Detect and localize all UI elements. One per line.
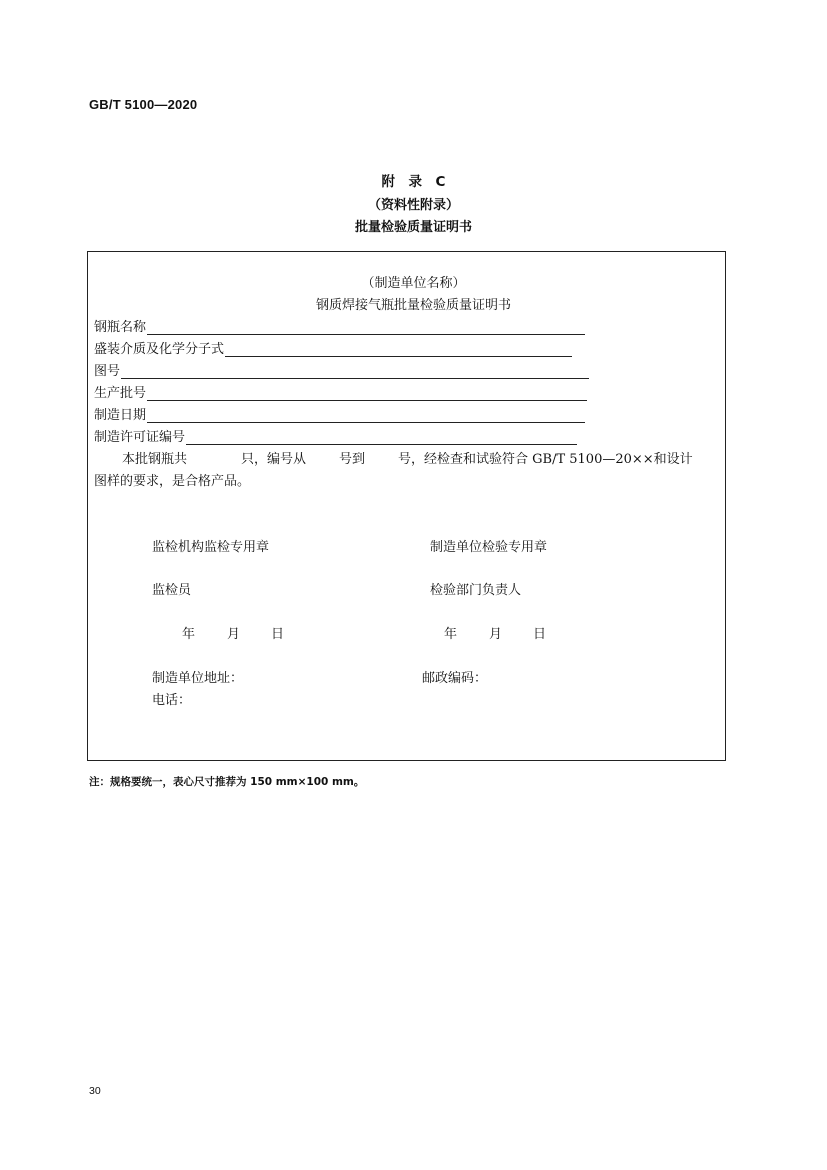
manufacturer-name-placeholder: （制造单位名称） [361,276,466,291]
appendix-name: 批量检验质量证明书 [354,220,472,235]
fill-line [147,321,585,335]
manufacturer-inspection-seal-label: 制造单位检验专用章 [430,540,548,555]
field-manufacture-date [94,404,585,423]
right-date-month: 月 [489,627,503,642]
field-batch-number [94,382,587,401]
left-date-day: 日 [271,627,285,642]
statement-part-3: 号到 [339,452,366,467]
left-date-month: 月 [227,627,241,642]
field-label: 制造许可证编号 [94,430,186,445]
fill-line [121,365,589,379]
right-date-day: 日 [533,627,547,642]
right-date-year: 年 [444,627,458,642]
fill-line [225,343,572,357]
fill-line [186,431,577,445]
field-cylinder-name [94,316,585,335]
standard-number: GB/T 5100—2020 [89,97,198,112]
fill-line [147,409,585,423]
page-number: 30 [89,1085,101,1097]
field-drawing-number [94,360,589,379]
field-license-number [94,426,577,445]
address-label: 制造单位地址： [152,671,244,686]
inspection-head-label: 检验部门负责人 [430,583,522,598]
statement-part-1: 本批钢瓶共 [122,452,188,467]
inspection-agency-seal-label: 监检机构监检专用章 [152,540,270,555]
field-label: 制造日期 [94,408,147,423]
left-date-year: 年 [182,627,196,642]
field-medium-formula [94,338,572,357]
field-label: 钢瓶名称 [94,320,147,335]
statement-part-4: 号，经检查和试验符合 GB/T 5100—20××和设计 [398,452,693,467]
field-label: 盛装介质及化学分子式 [94,342,225,357]
inspector-label: 监检员 [152,583,192,598]
fill-line [147,387,587,401]
footnote: 注：规格要统一，表心尺寸推荐为 150 mm×100 mm。 [89,776,365,788]
statement-line-2: 图样的要求，是合格产品。 [94,474,251,489]
field-label: 生产批号 [94,386,147,401]
phone-label: 电话： [152,693,192,708]
appendix-type: （资料性附录） [367,198,459,213]
statement-part-2: 只，编号从 [241,452,307,467]
field-label: 图号 [94,364,121,379]
appendix-title: 附 录 C [381,174,446,190]
certificate-title: 钢质焊接气瓶批量检验质量证明书 [315,298,511,313]
postcode-label: 邮政编码： [422,671,488,686]
